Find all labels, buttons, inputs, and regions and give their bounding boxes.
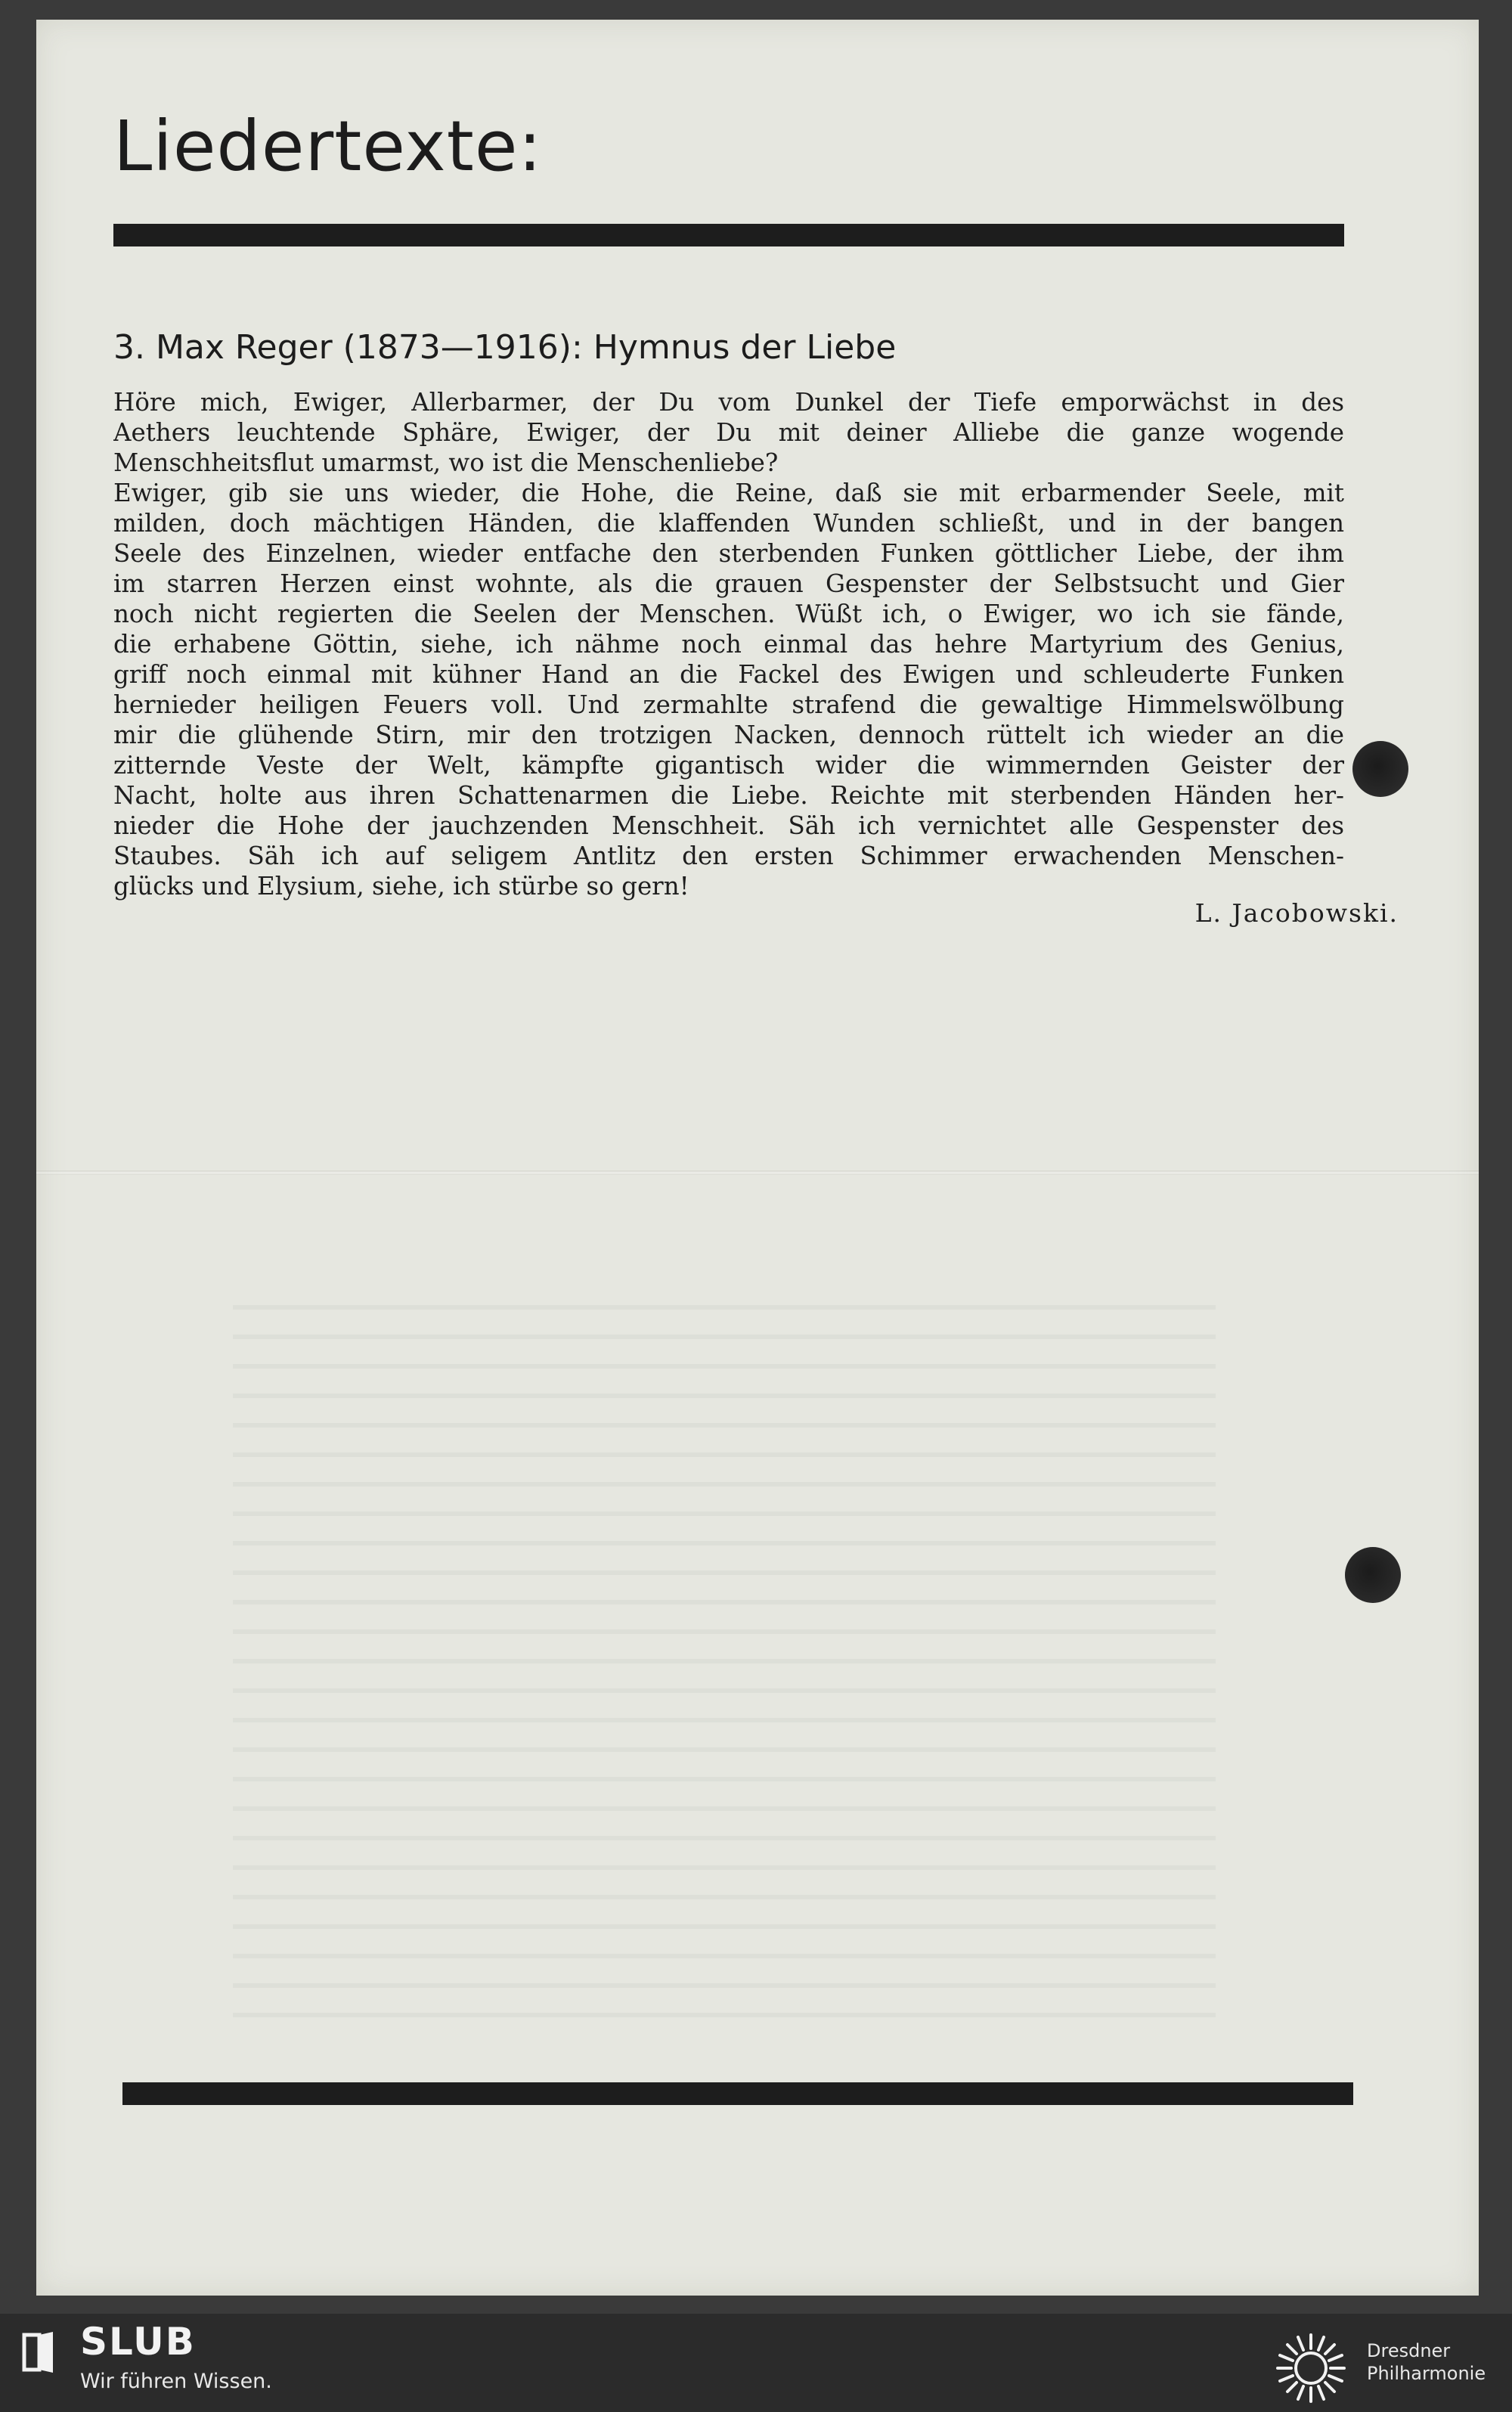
top-rule <box>113 224 1344 246</box>
text-line: griff noch einmal mit kühner Hand an die Fackel des Ewigen und schleuderte Funken <box>113 660 1344 689</box>
text-line: Seele des Einzelnen, wieder entfache den sterbenden Funken göttlicher Liebe, der ihm <box>113 539 1344 568</box>
text-line: nieder die Hohe der jauchzenden Menschheit. Säh ich vernichtet alle Gespenster des <box>113 811 1344 840</box>
punch-hole <box>1352 741 1408 797</box>
text-line: Nacht, holte aus ihren Schattenarmen die Liebe. Reichte mit sterbenden Händen her- <box>113 781 1344 810</box>
text-line: milden, doch mächtigen Händen, die klaffenden Wunden schließt, und in der bangen <box>113 509 1344 538</box>
text-line: mir die glühende Stirn, mir den trotzigen Nacken, dennoch rüttelt ich wieder an die <box>113 721 1344 749</box>
bottom-rule <box>122 2082 1353 2105</box>
library-name: SLUB <box>80 2320 196 2364</box>
library-tagline: Wir führen Wissen. <box>80 2370 272 2393</box>
song-heading: 3. Max Reger (1873—1916): Hymnus der Liebe <box>113 328 897 367</box>
text-line: noch nicht regierten die Seelen der Menschen. Wüßt ich, o Ewiger, wo ich sie fände, <box>113 600 1344 628</box>
author-signature: L. Jacobowski. <box>1194 898 1399 928</box>
slub-logo-icon <box>21 2330 57 2374</box>
text-line: Höre mich, Ewiger, Allerbarmer, der Du vom Dunkel der Tiefe emporwächst in des <box>113 388 1344 417</box>
text-line: glücks und Elysium, siehe, ich stürbe so gern! <box>113 872 689 901</box>
philharmonie-name-line2: Philharmonie <box>1367 2363 1486 2384</box>
text-line: Aethers leuchtende Sphäre, Ewiger, der Du mit deiner Alliebe die ganze wogende <box>113 418 1344 447</box>
philharmonie-logo-icon <box>1273 2330 1349 2406</box>
bleed-through-lines <box>233 1305 1216 2042</box>
philharmonie-name-line1: Dresdner <box>1367 2340 1451 2361</box>
text-line: die erhabene Göttin, siehe, ich nähme noch einmal das hehre Martyrium des Genius, <box>113 630 1344 659</box>
text-line: im starren Herzen einst wohnte, als die grauen Gespenster der Selbstsucht und Gier <box>113 569 1344 598</box>
footer-bar <box>0 2314 1512 2412</box>
page-title: Liedertexte: <box>113 106 543 187</box>
text-line: hernieder heiligen Feuers voll. Und zermahlte strafend die gewaltige Himmelswölbung <box>113 690 1344 719</box>
fold-crease <box>36 1170 1479 1175</box>
song-text <box>113 387 1344 901</box>
punch-hole <box>1345 1547 1401 1603</box>
text-line: zitternde Veste der Welt, kämpfte gigantisch wider die wimmernden Geister der <box>113 751 1344 780</box>
text-line: Staubes. Säh ich auf seligem Antlitz den ersten Schimmer erwachenden Menschen- <box>113 842 1344 870</box>
text-line: Ewiger, gib sie uns wieder, die Hohe, die Reine, daß sie mit erbarmender Seele, mit <box>113 479 1344 507</box>
text-line: Menschheitsflut umarmst, wo ist die Menschenliebe? <box>113 448 779 477</box>
philharmonie-name <box>1367 2339 1486 2385</box>
